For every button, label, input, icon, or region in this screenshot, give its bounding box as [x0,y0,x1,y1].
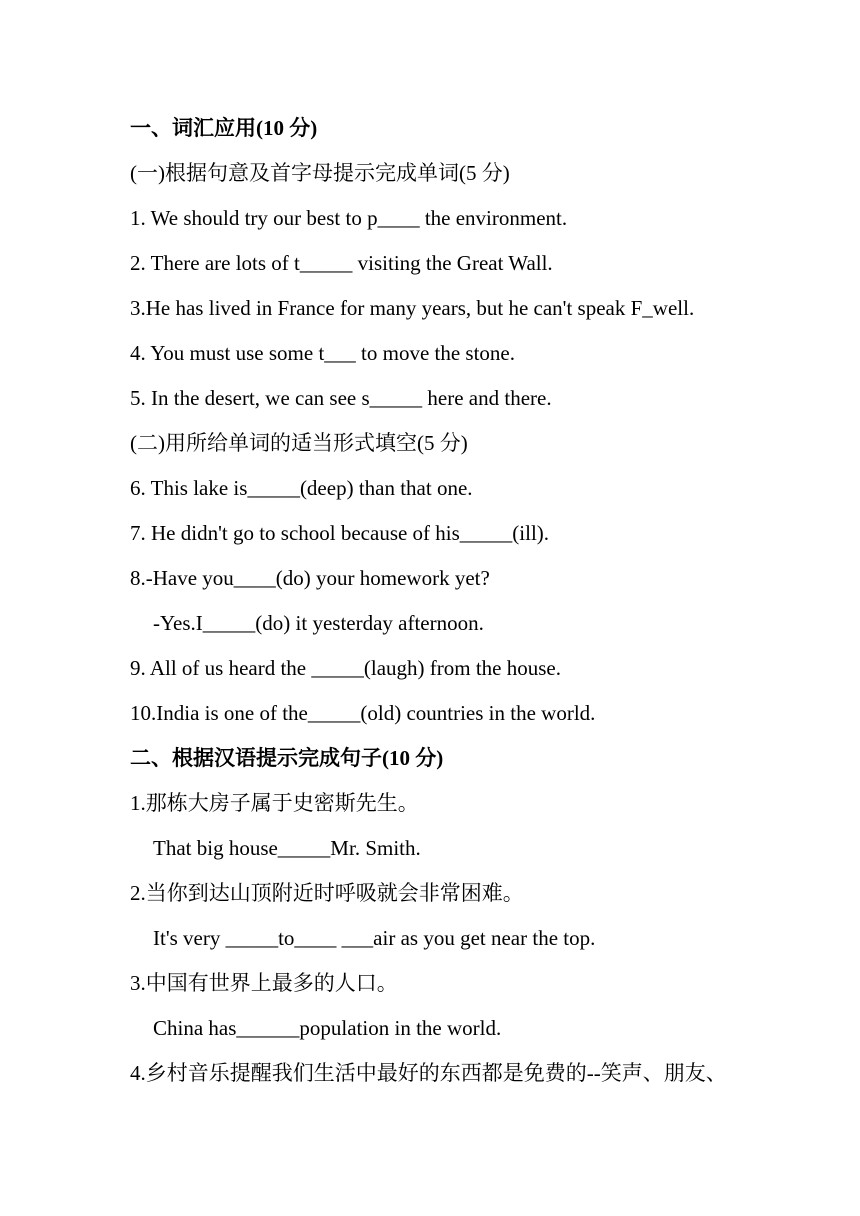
indented-line: That big house_____Mr. Smith. [153,836,421,860]
question-line: 3.He has lived in France for many years, but he can't speak F_well. [130,296,695,320]
question-line: 10.India is one of the_____(old) countries in the world. [130,701,596,725]
question-line: 2.当你到达山顶附近时呼吸就会非常困难。 [130,881,524,905]
question-line: 8.-Have you____(do) your homework yet? [130,566,490,590]
subsection-heading: (一)根据句意及首字母提示完成单词(5 分) [130,161,510,185]
worksheet-page [130,106,830,1096]
indented-line: It's very _____to____ ___air as you get near the top. [153,926,596,950]
indented-line: -Yes.I_____(do) it yesterday afternoon. [153,611,484,635]
question-line: 1. We should try our best to p____ the environment. [130,206,568,230]
indented-line: China has______population in the world. [153,1016,502,1040]
question-line: 7. He didn't go to school because of his_____(ill). [130,521,550,545]
section-heading: 二、根据汉语提示完成句子(10 分) [130,746,444,770]
question-line: 4.乡村音乐提醒我们生活中最好的东西都是免费的--笑声、朋友、 [130,1061,727,1085]
question-line: 4. You must use some t___ to move the stone. [130,341,516,365]
section-heading: 一、词汇应用(10 分) [130,116,318,140]
question-line: 3.中国有世界上最多的人口。 [130,971,398,995]
subsection-heading: (二)用所给单词的适当形式填空(5 分) [130,431,468,455]
question-line: 1.那栋大房子属于史密斯先生。 [130,791,419,815]
question-line: 6. This lake is_____(deep) than that one. [130,476,473,500]
question-line: 2. There are lots of t_____ visiting the Great Wall. [130,251,553,275]
question-line: 5. In the desert, we can see s_____ here and there. [130,386,552,410]
question-line: 9. All of us heard the _____(laugh) from the house. [130,656,561,680]
